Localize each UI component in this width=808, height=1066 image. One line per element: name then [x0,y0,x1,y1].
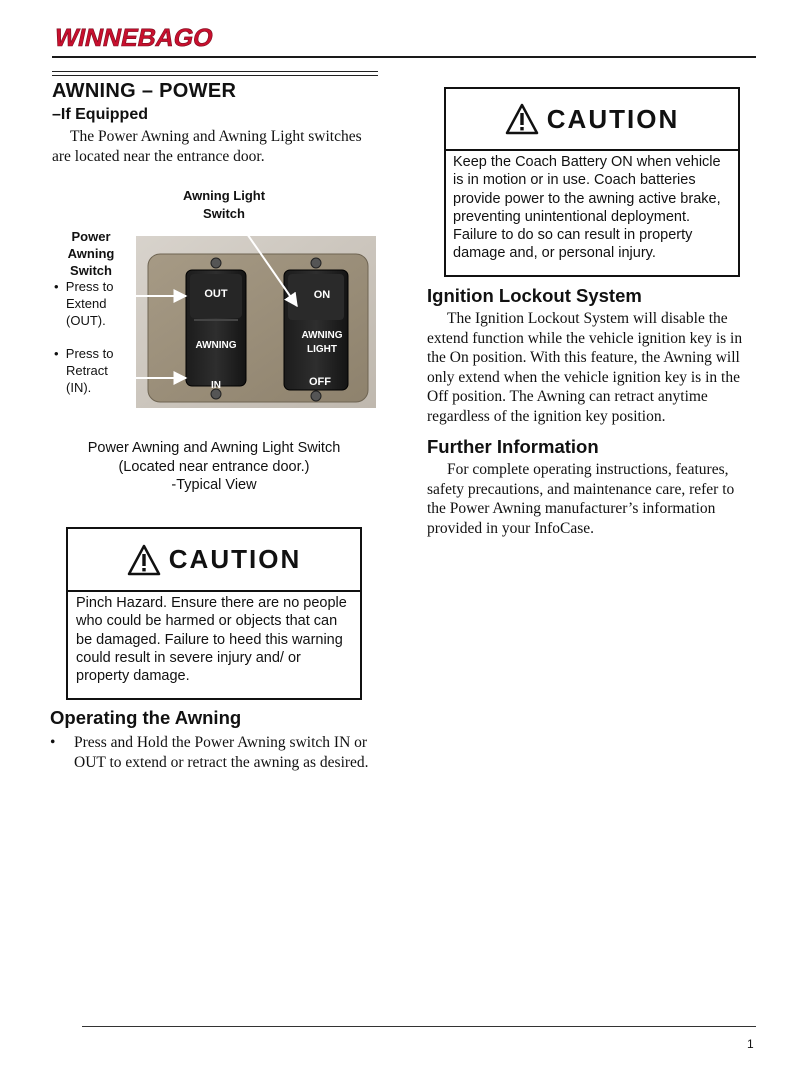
svg-text:AWNING: AWNING [301,330,343,341]
svg-text:IN: IN [211,380,221,391]
pinch-hazard-caution [66,527,362,700]
further-heading: Further Information [427,436,599,457]
operating-heading: Operating the Awning [50,707,242,728]
svg-text:AWNING: AWNING [195,340,237,351]
operating-bullet: • Press and Hold the Power Awning switch IN or OUT to extend or retract the awning as desired. [50,734,369,771]
caution-heading: CAUTION [168,544,302,574]
ignition-heading: Ignition Lockout System [427,285,642,306]
caution-body: Keep the Coach Battery ON when vehicle is in motion or in use. Coach batteries provide power to the awning active brake, preventing unintentional deployment. Failure to do so can result in property damage and, or personal injury. [453,154,721,262]
title-rule-2 [52,75,378,76]
header-rule [52,56,756,58]
power-awning-label: Power Awning Switch [67,229,115,278]
svg-text:LIGHT: LIGHT [307,344,337,355]
svg-text:ON: ON [313,289,331,301]
figure-caption: Power Awning and Awning Light Switch (Located near entrance door.) -Typical View [87,440,341,493]
warning-icon [127,544,161,576]
further-body: For complete operating instructions, features, safety precautions, and maintenance care, refer to the Power Awning manufacturer’s information provided in your InfoCase. [427,461,735,537]
switch-panel-photo [136,236,376,408]
section-subtitle: –If Equipped [52,106,148,123]
extend-note: • Press to Extend (OUT). [54,279,114,328]
warning-icon [505,103,539,135]
awning-light-label: Awning Light Switch [182,188,266,221]
caution-body: Pinch Hazard. Ensure there are no people who could be harmed or objects that can be damaged. Failure to heed this warning could result in severe injury and/ or property damage. [76,595,347,685]
ignition-body: The Ignition Lockout System will disable the extend function while the vehicle ignition key is in the On position. With this feature, the Awning will only extend when the vehicle ignition key is in the Off position. The Awning can retract anytime regardless of the ignition key position. [427,310,743,425]
page-number: 1 [747,1037,754,1051]
title-rule-1 [52,71,378,72]
svg-text:OFF: OFF [309,376,331,388]
section-title: AWNING – POWER [52,80,237,102]
battery-caution [444,87,740,277]
retract-note: • Press to Retract (IN). [54,346,114,395]
footer-rule [82,1026,756,1027]
svg-text:OUT: OUT [204,288,228,300]
winnebago-logo [52,14,222,54]
caution-heading: CAUTION [546,103,680,134]
logo-text: WINNEBAGO [52,24,217,52]
intro-paragraph: The Power Awning and Awning Light switches are located near the entrance door. [52,128,362,165]
